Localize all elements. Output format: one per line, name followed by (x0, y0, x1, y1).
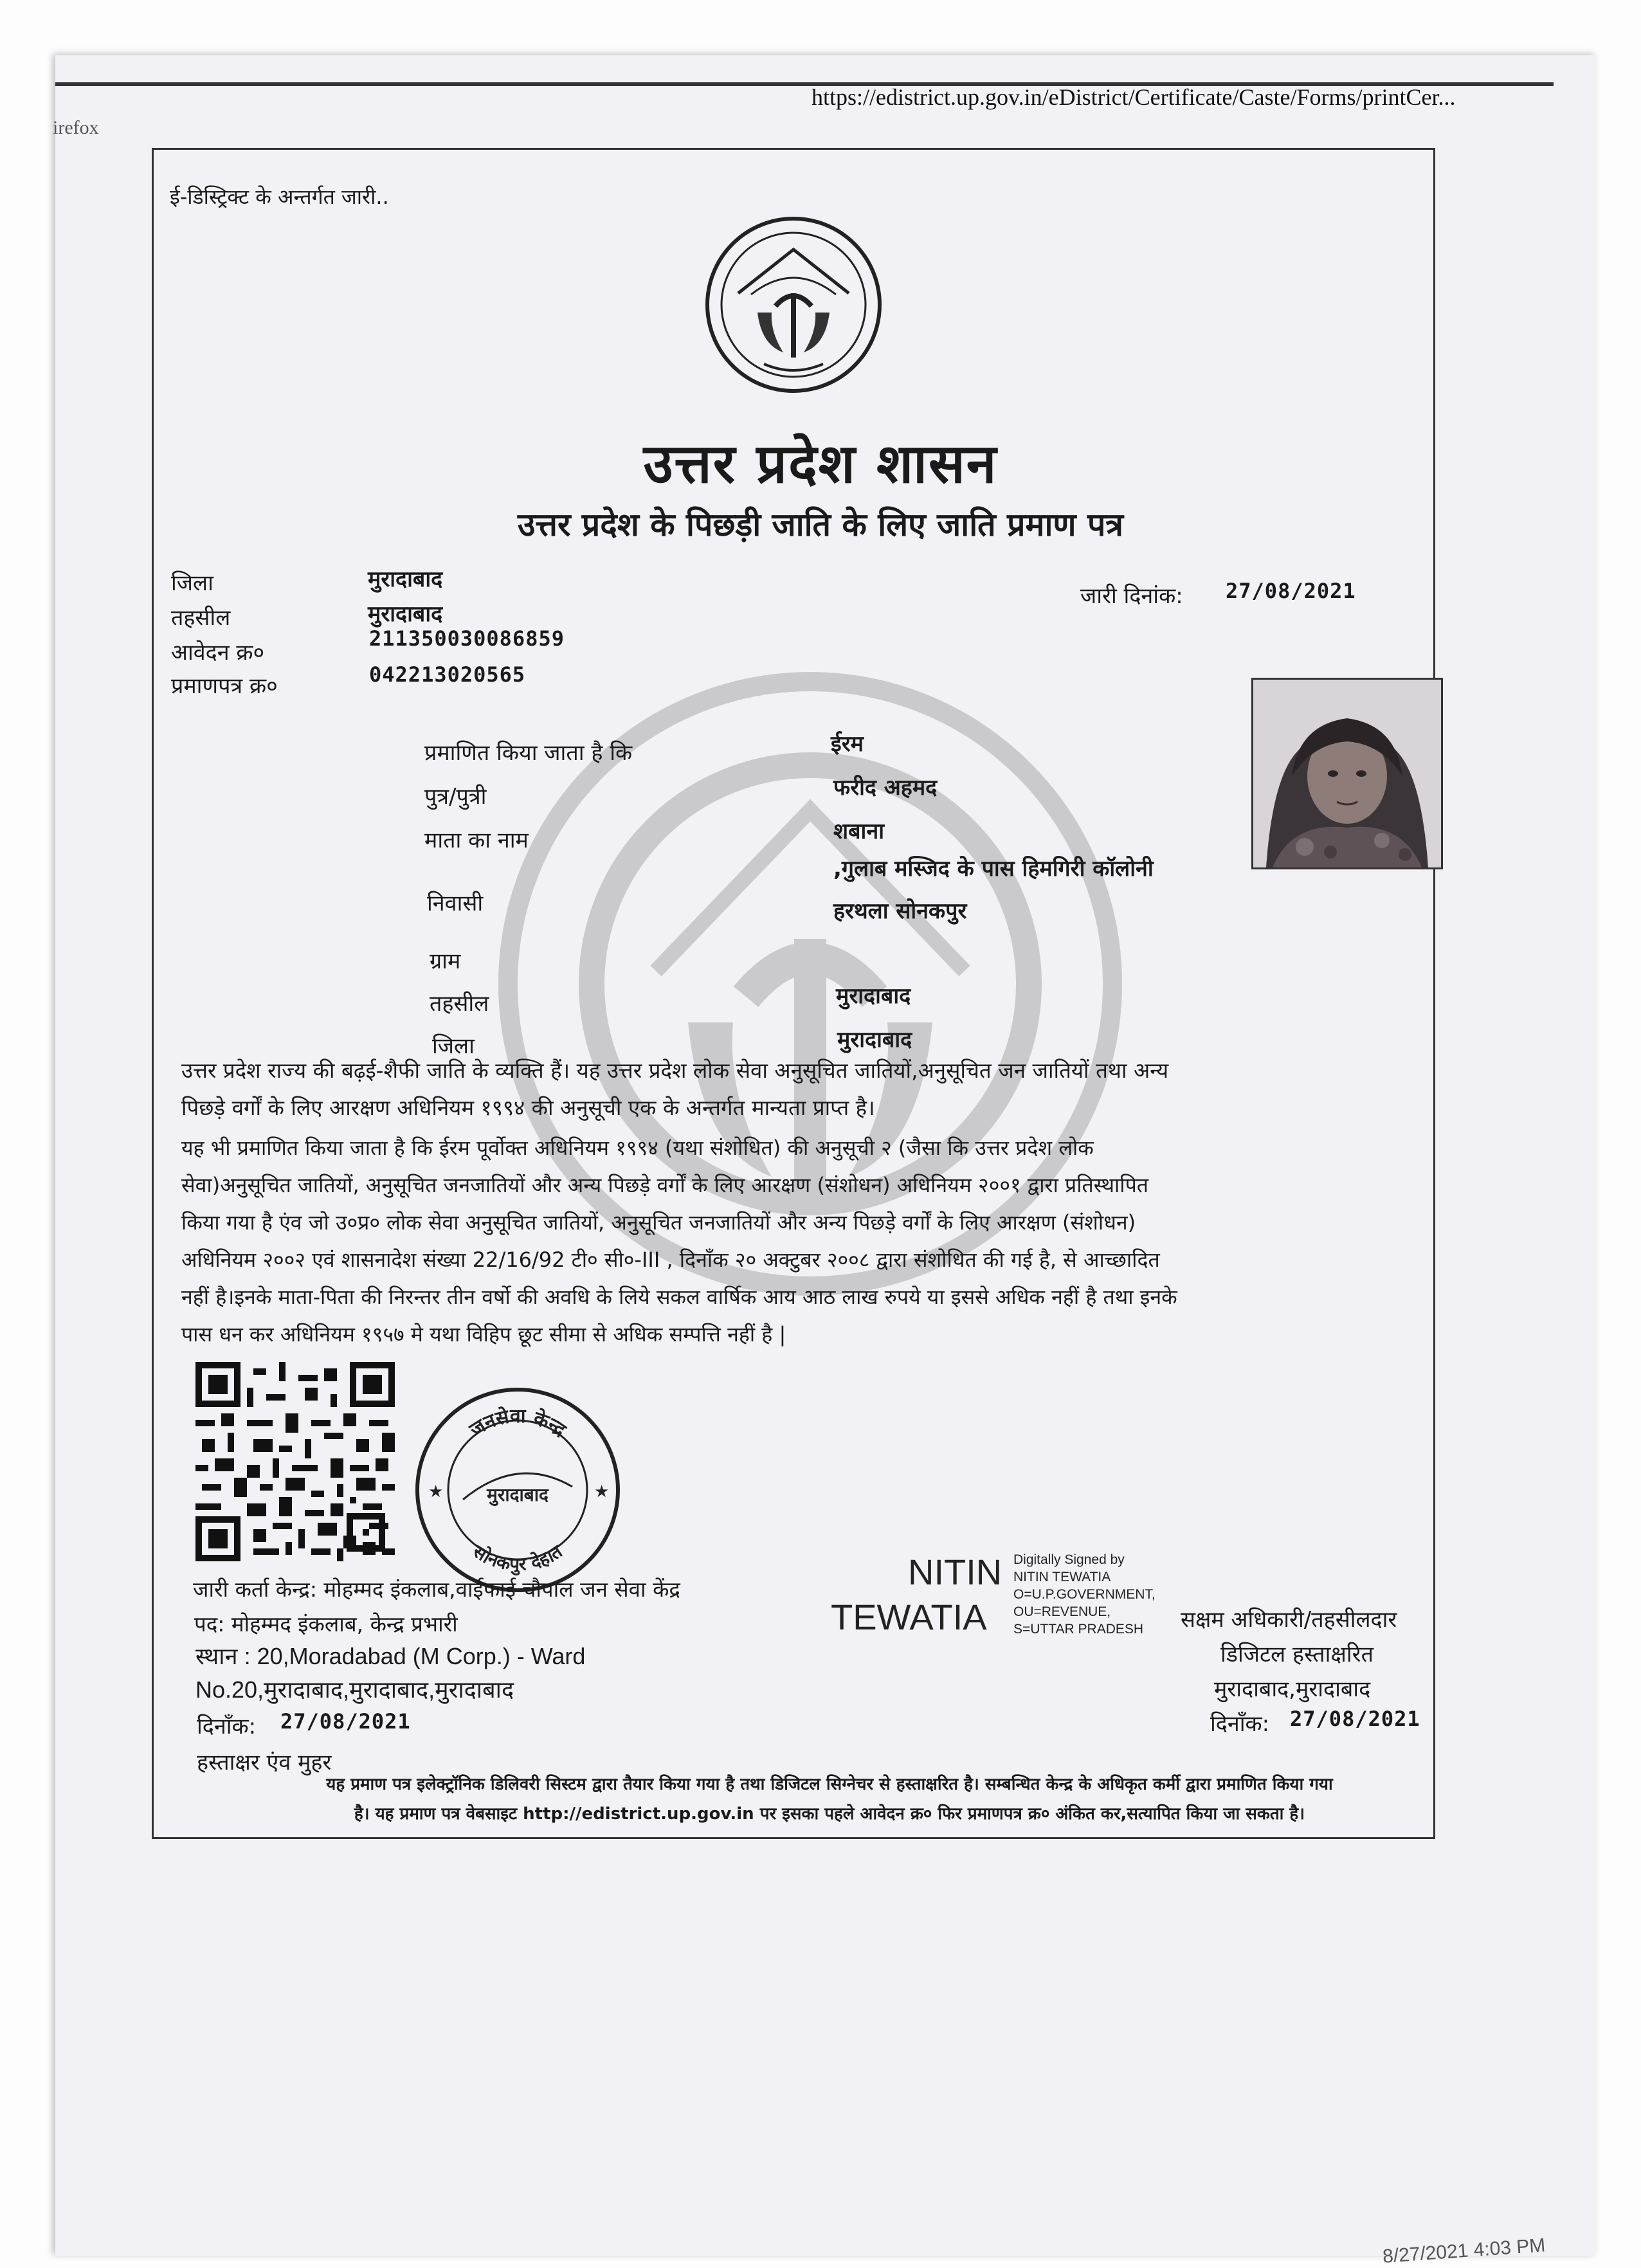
seal-middle-text: मुरादाबाद (487, 1484, 549, 1505)
person-tehsil-label: तहसील (430, 991, 489, 1017)
applicant-photo (1251, 678, 1443, 869)
district-label: जिला (171, 570, 213, 596)
authority-date-label: दिनाँक: (1210, 1711, 1270, 1737)
certificate-number-label: प्रमाणपत्र क्र० (171, 673, 278, 699)
svg-text:सोनकपुर देहात (469, 1540, 567, 1575)
seal-top-text: जनसेवा केन्द्र (466, 1404, 570, 1442)
issuer-date-value: 27/08/2021 (280, 1709, 411, 1734)
signature-detail-line: S=UTTAR PRADESH (1013, 1622, 1144, 1637)
digital-signer-first-name: NITIN (908, 1552, 1002, 1592)
paragraph-line: पिछड़े वर्गों के लिए आरक्षण अधिनियम १९९४ की अनुसूची एक के अन्तर्गत मान्यता प्राप्त है। (181, 1095, 875, 1120)
issued-under-note: ई-डिस्ट्रिक्ट के अन्तर्गत जारी.. (170, 185, 389, 209)
certificate-subtitle: उत्तर प्रदेश के पिछड़ी जाति के लिए जाति प्रमाण पत्र (518, 506, 1123, 543)
signature-detail-line: NITIN TEWATIA (1013, 1570, 1111, 1584)
seal-bottom-text: सोनकपुर देहात (469, 1540, 567, 1575)
authority-digitally-signed: डिजिटल हस्ताक्षरित (1220, 1642, 1374, 1667)
issuer-date-label: दिनाँक: (197, 1714, 257, 1739)
certificate-title: उत्तर प्रदेश शासन (643, 432, 998, 495)
print-url: https://edistrict.up.gov.in/eDistrict/Certificate/Caste/Forms/printCer... (811, 84, 1456, 110)
paragraph-line: यह भी प्रमाणित किया जाता है कि ईरम पूर्वोक्त अधिनियम १९९४ (यथा संशोधित) की अनुसूची २ (जैसा कि उत्तर प्रदेश लोक (181, 1136, 1094, 1160)
application-number-value: 211350030086859 (369, 626, 565, 651)
paragraph-line: किया गया है एंव जो उ०प्र० लोक सेवा अनुसूचित जातियों, अनुसूचित जनजातियों और अन्य पिछड़े वर्गों के लिए आरक्षण (संशोधन) (181, 1210, 1136, 1235)
signature-detail-line: O=U.P.GOVERNMENT, (1013, 1587, 1156, 1602)
paragraph-line: पास धन कर अधिनियम १९५७ मे यथा विहिप छूट सीमा से अधिक सम्पत्ति नहीं है | (181, 1322, 786, 1347)
issuing-center: जारी कर्ता केन्द्र: मोहम्मद इंकलाब,वाईफाई चौपाल जन सेवा केंद्र (193, 1577, 680, 1602)
svg-text:★: ★ (594, 1482, 610, 1501)
person-district-label: जिला (432, 1033, 475, 1059)
signature-detail-line: Digitally Signed by (1013, 1552, 1125, 1567)
browser-name-fragment: irefox (53, 117, 99, 138)
tehsil-value: मुरादाबाद (368, 601, 443, 627)
mother-name: शबाना (833, 819, 885, 844)
verification-qr-code (195, 1362, 395, 1561)
authority-place: मुरादाबाद,मुरादाबाद (1214, 1676, 1371, 1702)
verification-footer (193, 1770, 1466, 1829)
digital-signature-details (1013, 1551, 1156, 1638)
authority-title: सक्षम अधिकारी/तहसीलदार (1181, 1607, 1397, 1633)
digital-signer-last-name: TEWATIA (831, 1597, 987, 1637)
person-tehsil-value: मुरादाबाद (836, 983, 911, 1009)
paragraph-line: नहीं है।इनके माता-पिता की निरन्तर तीन वर्षो की अवधि के लिये सकल वार्षिक आय आठ लाख रुपये या इससे अधिक नहीं है तथा इनके (181, 1285, 1177, 1309)
parent-label: पुत्र/पुत्री (424, 784, 487, 810)
caste-declaration-paragraph (181, 1052, 1435, 1127)
footer-line: है। यह प्रमाण पत्र वेबसाइट http://edistrict.up.gov.in पर इसका पहले आवेदन क्र० फिर प्रमाणपत्र क्र० अंकित कर,सत्यापित किया जा सकता है। (354, 1804, 1305, 1824)
mother-label: माता का नाम (424, 828, 529, 853)
signature-and-seal-label: हस्ताक्षर एंव मुहर (197, 1750, 332, 1775)
income-declaration-paragraph (181, 1129, 1435, 1353)
svg-text:★: ★ (428, 1482, 444, 1501)
issuer-place-line-2: No.20,मुरादाबाद,मुरादाबाद,मुरादाबाद (195, 1676, 514, 1703)
application-number-label: आवेदन क्र० (171, 640, 265, 666)
svg-text:जनसेवा केन्द्र (465, 1404, 570, 1442)
print-timestamp: 8/27/2021 4:03 PM (1382, 2235, 1546, 2267)
signature-detail-line: OU=REVENUE, (1013, 1604, 1111, 1619)
tehsil-label: तहसील (171, 605, 231, 631)
address-line-2: हरथला सोनकपुर (833, 898, 967, 924)
certified-that-label: प्रमाणित किया जाता है कि (424, 740, 633, 766)
jan-seva-kendra-seal-icon (412, 1384, 624, 1596)
paragraph-line: उत्तर प्रदेश राज्य की बढ़ई-शैफी जाति के व्यक्ति हैं। यह उत्तर प्रदेश लोक सेवा अनुसूचित जातियों,अनुसूचित जन जातियों तथा अन्य (181, 1058, 1169, 1083)
issuer-place-line-1: स्थान : 20,Moradabad (M Corp.) - Ward (195, 1643, 586, 1669)
district-value: मुरादाबाद (368, 567, 443, 592)
up-government-seal-icon (700, 216, 887, 394)
parent-name: फरीद अहमद (833, 775, 938, 801)
issue-date-label: जारी दिनांक: (1080, 583, 1183, 609)
footer-line: यह प्रमाण पत्र इलेक्ट्रॉनिक डिलिवरी सिस्टम द्वारा तैयार किया गया है तथा डिजिटल सिग्नेचर से हस्ताक्षरित है। सम्बन्धित केन्द्र के अधिकृत कर्मी द्वारा प्रमाणित किया गया (326, 1775, 1333, 1794)
paragraph-line: सेवा)अनुसूचित जातियों, अनुसूचित जनजातियों और अन्य पिछड़े वर्गों के लिए आरक्षण (संशोधन) अधिनियम २००१ द्वारा प्रतिस्थापित (181, 1173, 1149, 1197)
issue-date-value: 27/08/2021 (1226, 579, 1356, 603)
applicant-portrait-icon (1253, 680, 1441, 867)
resident-label: निवासी (427, 891, 484, 916)
person-district-value: मुरादाबाद (837, 1027, 912, 1053)
address-line-1: ,गुलाब मस्जिद के पास हिमगिरी कॉलोनी (833, 856, 1154, 882)
issuer-post: पद: मोहम्मद इंकलाब, केन्द्र प्रभारी (194, 1611, 458, 1637)
authority-date-value: 27/08/2021 (1290, 1707, 1420, 1731)
paragraph-line: अधिनियम २००२ एवं शासनादेश संख्या 22/16/92 टी० सी०-III , दिनाँक २० अक्टुबर २००८ द्वारा संशोधित की गई है, से आच्छादित (181, 1247, 1160, 1272)
certificate-number-value: 042213020565 (369, 662, 526, 687)
village-label: ग्राम (430, 948, 461, 974)
applicant-name: ईरम (831, 731, 864, 757)
